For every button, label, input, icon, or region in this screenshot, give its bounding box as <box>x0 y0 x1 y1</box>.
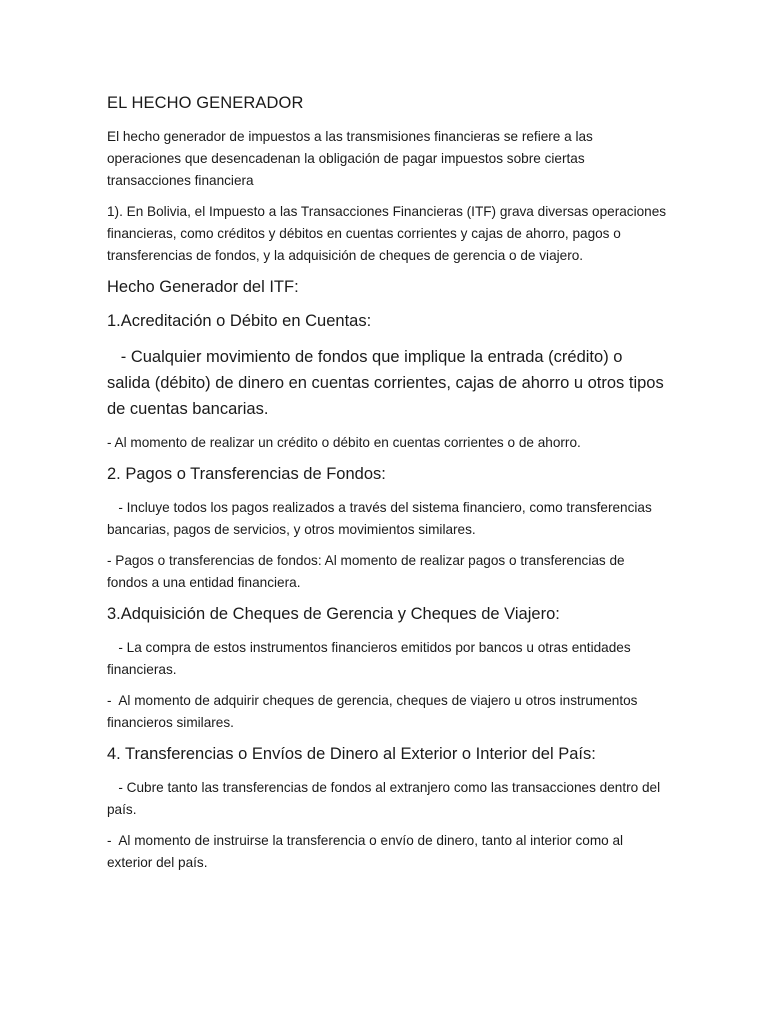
section-heading: 1.Acreditación o Débito en Cuentas: <box>107 312 372 330</box>
section-1 <box>107 310 667 454</box>
section-2 <box>107 463 667 594</box>
section-heading: 2. Pagos o Transferencias de Fondos: <box>107 465 386 483</box>
section-moment: - Al momento de realizar un crédito o débito en cuentas corrientes o de ahorro. <box>107 435 581 450</box>
section-moment: - Pagos o transferencias de fondos: Al momento de realizar pagos o transferencias de fondos a una entidad financiera. <box>107 553 625 590</box>
section-description: - Incluye todos los pagos realizados a través del sistema financiero, como transferencias bancarias, pagos de servicios, y otros movimientos similares. <box>107 500 656 537</box>
document-title: EL HECHO GENERADOR <box>107 94 304 112</box>
section-heading: 3.Adquisición de Cheques de Gerencia y Cheques de Viajero: <box>107 605 560 623</box>
section-description: - La compra de estos instrumentos financieros emitidos por bancos u otras entidades financieras. <box>107 640 635 677</box>
section-moment: - Al momento de adquirir cheques de gerencia, cheques de viajero u otros instrumentos financieros similares. <box>107 693 642 730</box>
section-3 <box>107 603 667 734</box>
section-moment: - Al momento de instruirse la transferencia o envío de dinero, tanto al interior como al exterior del país. <box>107 833 627 870</box>
bolivia-paragraph: 1). En Bolivia, el Impuesto a las Transacciones Financieras (ITF) grava diversas operaciones financieras, como créditos y débitos en cuentas corrientes y cajas de ahorro, pagos o transferencias de fondos, y la adquisición de cheques de gerencia o de viajero. <box>107 204 667 263</box>
document-page <box>107 92 667 883</box>
section-4 <box>107 743 667 874</box>
itf-heading: Hecho Generador del ITF: <box>107 278 299 296</box>
section-description: - Cubre tanto las transferencias de fondos al extranjero como las transacciones dentro del país. <box>107 780 664 817</box>
section-heading: 4. Transferencias o Envíos de Dinero al Exterior o Interior del País: <box>107 745 596 763</box>
section-description: - Cualquier movimiento de fondos que implique la entrada (crédito) o salida (débito) de dinero en cuentas corrientes, cajas de ahorro u otros tipos de cuentas bancarias. <box>107 348 669 418</box>
intro-paragraph: El hecho generador de impuestos a las transmisiones financieras se refiere a las operaciones que desencadenan la obligación de pagar impuestos sobre ciertas transacciones financiera <box>107 129 593 188</box>
